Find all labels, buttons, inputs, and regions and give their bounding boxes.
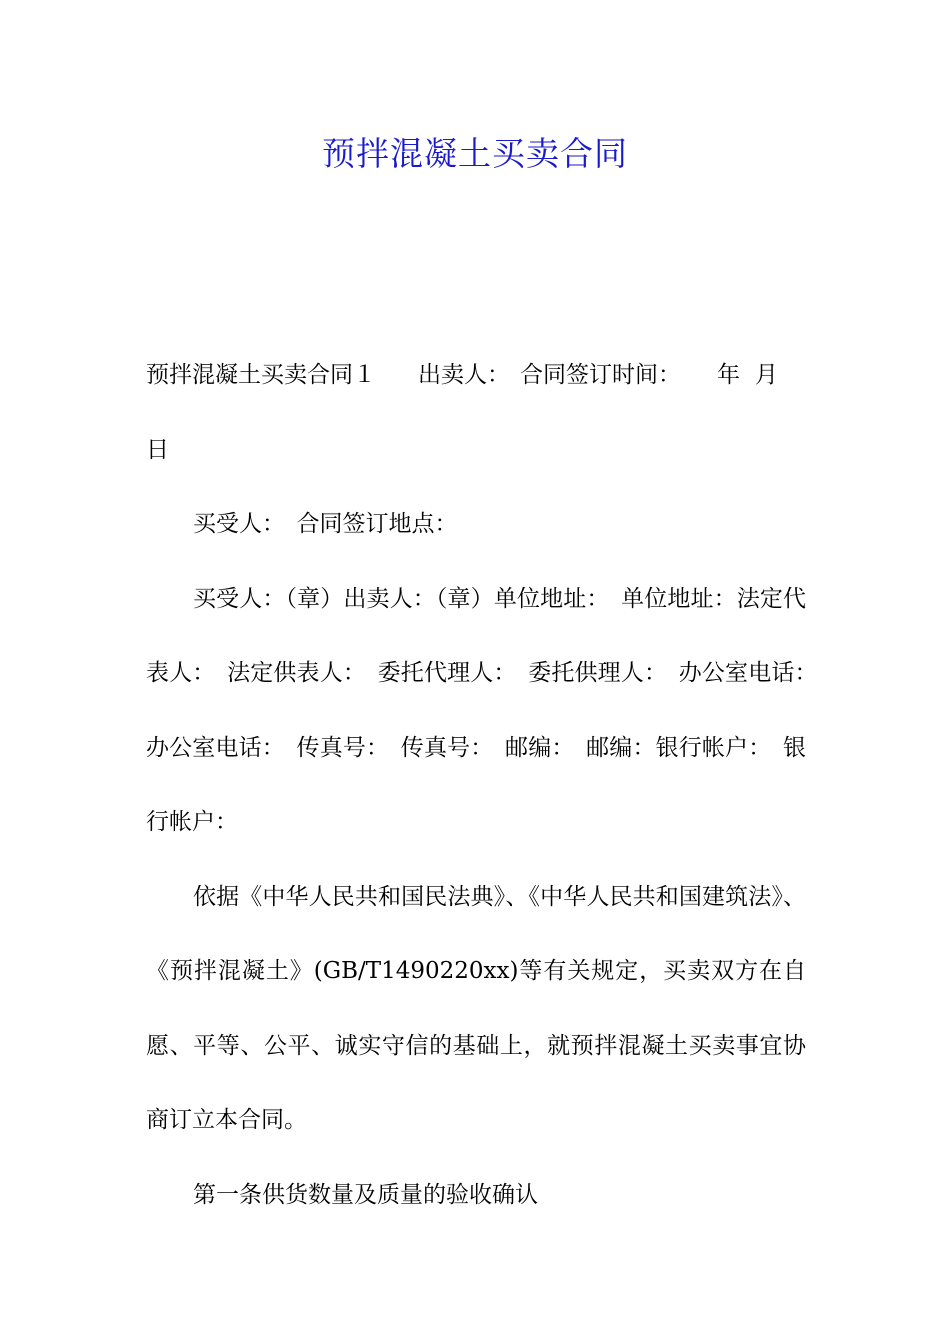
day-label: 日 [146, 436, 169, 463]
contract-name: 预拌混凝土买卖合同１ [146, 362, 376, 388]
month-label: 月 [755, 362, 778, 388]
buyer-location-paragraph: 买受人： 合同签订地点： [193, 511, 458, 537]
document-title: 预拌混凝土买卖合同 [322, 134, 628, 173]
seller-label: 出卖人： [418, 362, 510, 388]
contract-header-paragraph [146, 338, 806, 487]
signing-time-label: 合同签订时间： [520, 362, 681, 388]
legal-basis-paragraph: 依据《中华人民共和国民法典》、《中华人民共和国建筑法》、《预拌混凝土》(GB/T1490220xx)等有关规定，买卖双方在自愿、平等、公平、诚实守信的基础上，就预拌混凝土买卖事宜协商订立本合同。 [146, 883, 806, 1133]
parties-paragraph: 买受人：（章）出卖人：（章）单位地址： 单位地址：法定代表人： 法定供表人： 委托代理人： 委托供理人： 办公室电话： 办公室电话： 传真号： 传真号： 邮编： 邮编：银行帐户： 银行帐户： [146, 585, 829, 835]
article-1-heading: 第一条供货数量及质量的验收确认 [193, 1181, 538, 1208]
document-body [146, 338, 829, 1232]
year-label: 年 [717, 362, 740, 388]
